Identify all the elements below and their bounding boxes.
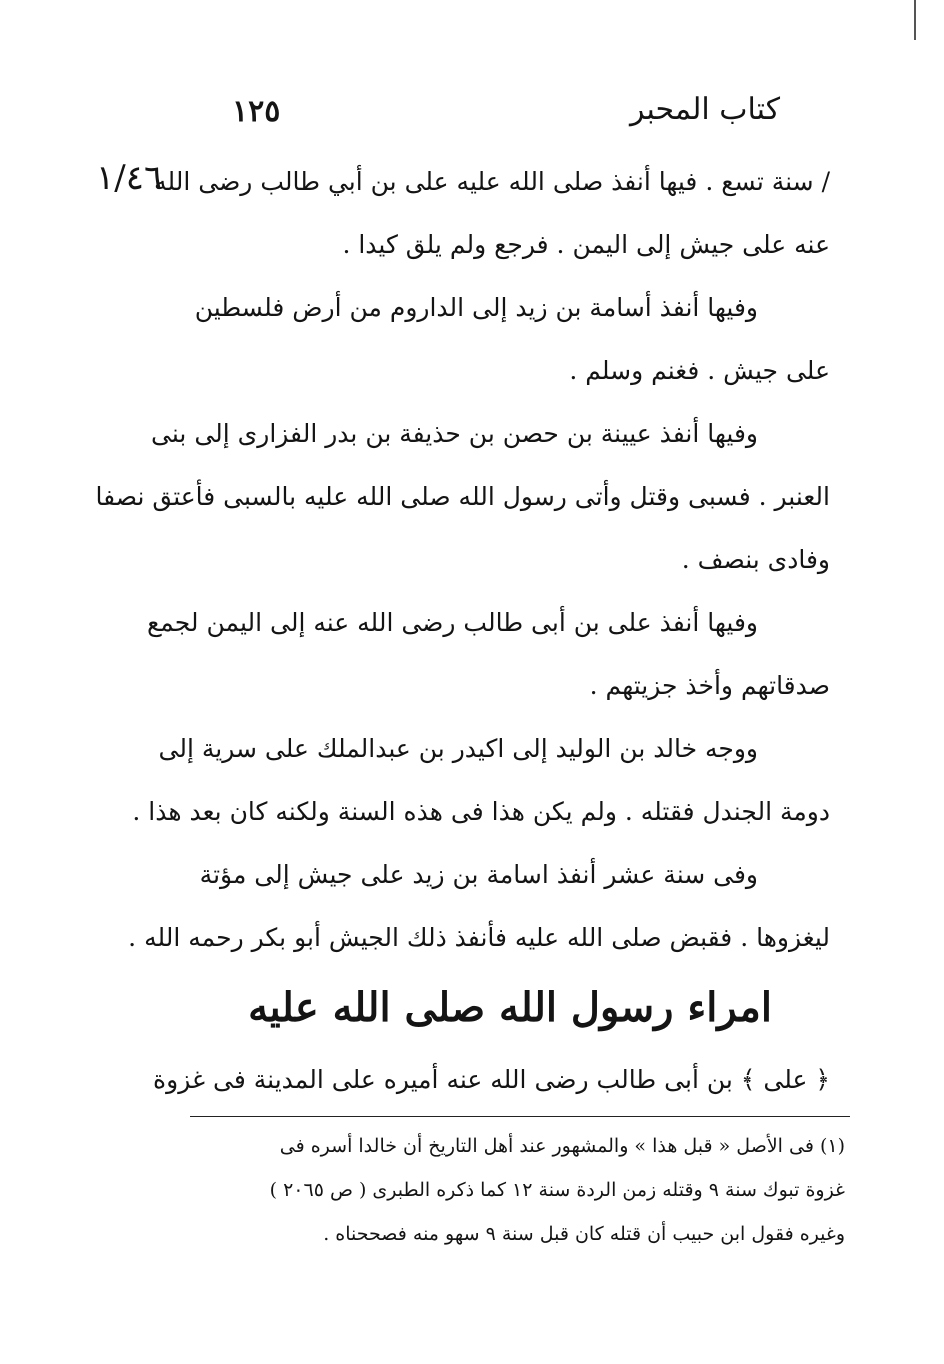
body-line: / سنة تسع . فيها أنفذ صلى الله عليه على بن أبي طالب رضى الله — [154, 167, 830, 196]
body-line: ليغزوها . فقبض صلى الله عليه فأنفذ ذلك الجيش أبو بكر رحمه الله . — [128, 923, 830, 952]
body-line: عنه على جيش إلى اليمن . فرجع ولم يلق كيدا . — [342, 230, 830, 259]
body-line: وفيها أنفذ عيينة بن حصن بن حذيفة بن بدر الفزارى إلى بنى — [151, 419, 758, 448]
page-header — [180, 92, 780, 142]
page-number: ١٢٥ — [232, 94, 281, 129]
footnote-line: (١) فى الأصل « قبل هذا » والمشهور عند أهل التاريخ أن خالدا أسره فى — [279, 1135, 845, 1157]
footnote-line: غزوة تبوك سنة ٩ وقتله زمن الردة سنة ١٢ كما ذكره الطبرى ( ص ٢٠٦٥ ) — [269, 1179, 845, 1201]
body-line: وفى سنة عشر أنفذ اسامة بن زيد على جيش إلى مؤتة — [199, 860, 758, 889]
running-title: كتاب المحبر — [629, 92, 780, 127]
body-line: صدقاتهم وأخذ جزيتهم . — [589, 671, 830, 700]
body-line: وفيها أنفذ أسامة بن زيد إلى الداروم من أرض فلسطين — [194, 293, 758, 322]
footnotes — [180, 1124, 845, 1256]
body-line: العنبر . فسبى وقتل وأتى رسول الله صلى الله عليه بالسبى فأعتق نصفا — [95, 482, 830, 511]
body-line: ووجه خالد بن الوليد إلى اكيدر بن عبدالملك على سرية إلى — [158, 734, 758, 763]
body-line: على جيش . فغنم وسلم . — [569, 356, 830, 385]
marginal-reference: ١/٤٦ — [96, 158, 163, 198]
body-line: وفادى بنصف . — [681, 545, 830, 574]
footnote-divider — [190, 1116, 850, 1117]
section-first-line: ﴿ على ﴾ بن أبى طالب رضى الله عنه أميره على المدينة فى غزوة — [153, 1065, 830, 1094]
body-line: وفيها أنفذ على بن أبى طالب رضى الله عنه إلى اليمن لجمع — [147, 608, 758, 637]
body-line: دومة الجندل فقتله . ولم يكن هذا فى هذه السنة ولكنه كان بعد هذا . — [132, 797, 830, 826]
footnote-line: وغيره فقول ابن حبيب أن قتله كان قبل سنة ٩ سهو منه فصححناه . — [323, 1223, 845, 1245]
page-edge-mark — [914, 0, 916, 40]
section-heading: امراء رسول الله صلى الله عليه — [248, 984, 772, 1031]
